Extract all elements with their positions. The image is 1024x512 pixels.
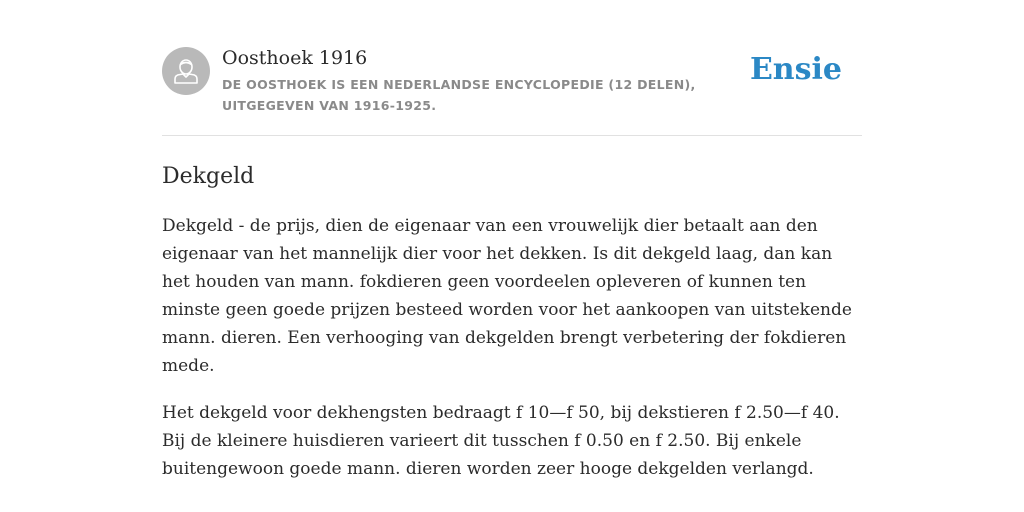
source-description: DE OOSTHOEK IS EEN NEDERLANDSE ENCYCLOPEDIE (12 DELEN), UITGEGEVEN VAN 1916-1925. [222,77,696,113]
source-info [222,46,762,116]
article-card [162,44,862,483]
user-avatar-icon [162,47,210,95]
source-header [162,44,862,136]
entry-paragraph: Het dekgeld voor dekhengsten bedraagt f 10—f 50, bij dekstieren f 2.50—f 40. Bij de kleinere huisdieren varieert dit tusschen f 0.50 en f 2.50. Bij enkele buitengewoon goede mann. dieren worden zeer hooge dekgelden verlangd. [162,403,840,479]
entry-title: Dekgeld [162,164,255,189]
source-title[interactable]: Oosthoek 1916 [222,47,368,69]
entry-paragraph: Dekgeld - de prijs, dien de eigenaar van een vrouwelijk dier betaalt aan den eigenaar van het mannelijk dier voor het dekken. Is dit dekgeld laag, dan kan het houden van mann. fokdieren geen voordeelen opleveren of kunnen ten minste geen goede prijzen besteed worden voor het aankoopen van uitstekende mann. dieren. Een verhooging van dekgelden brengt verbetering der fokdieren mede. [162,216,852,376]
ensie-logo[interactable]: Ensie [749,52,842,87]
